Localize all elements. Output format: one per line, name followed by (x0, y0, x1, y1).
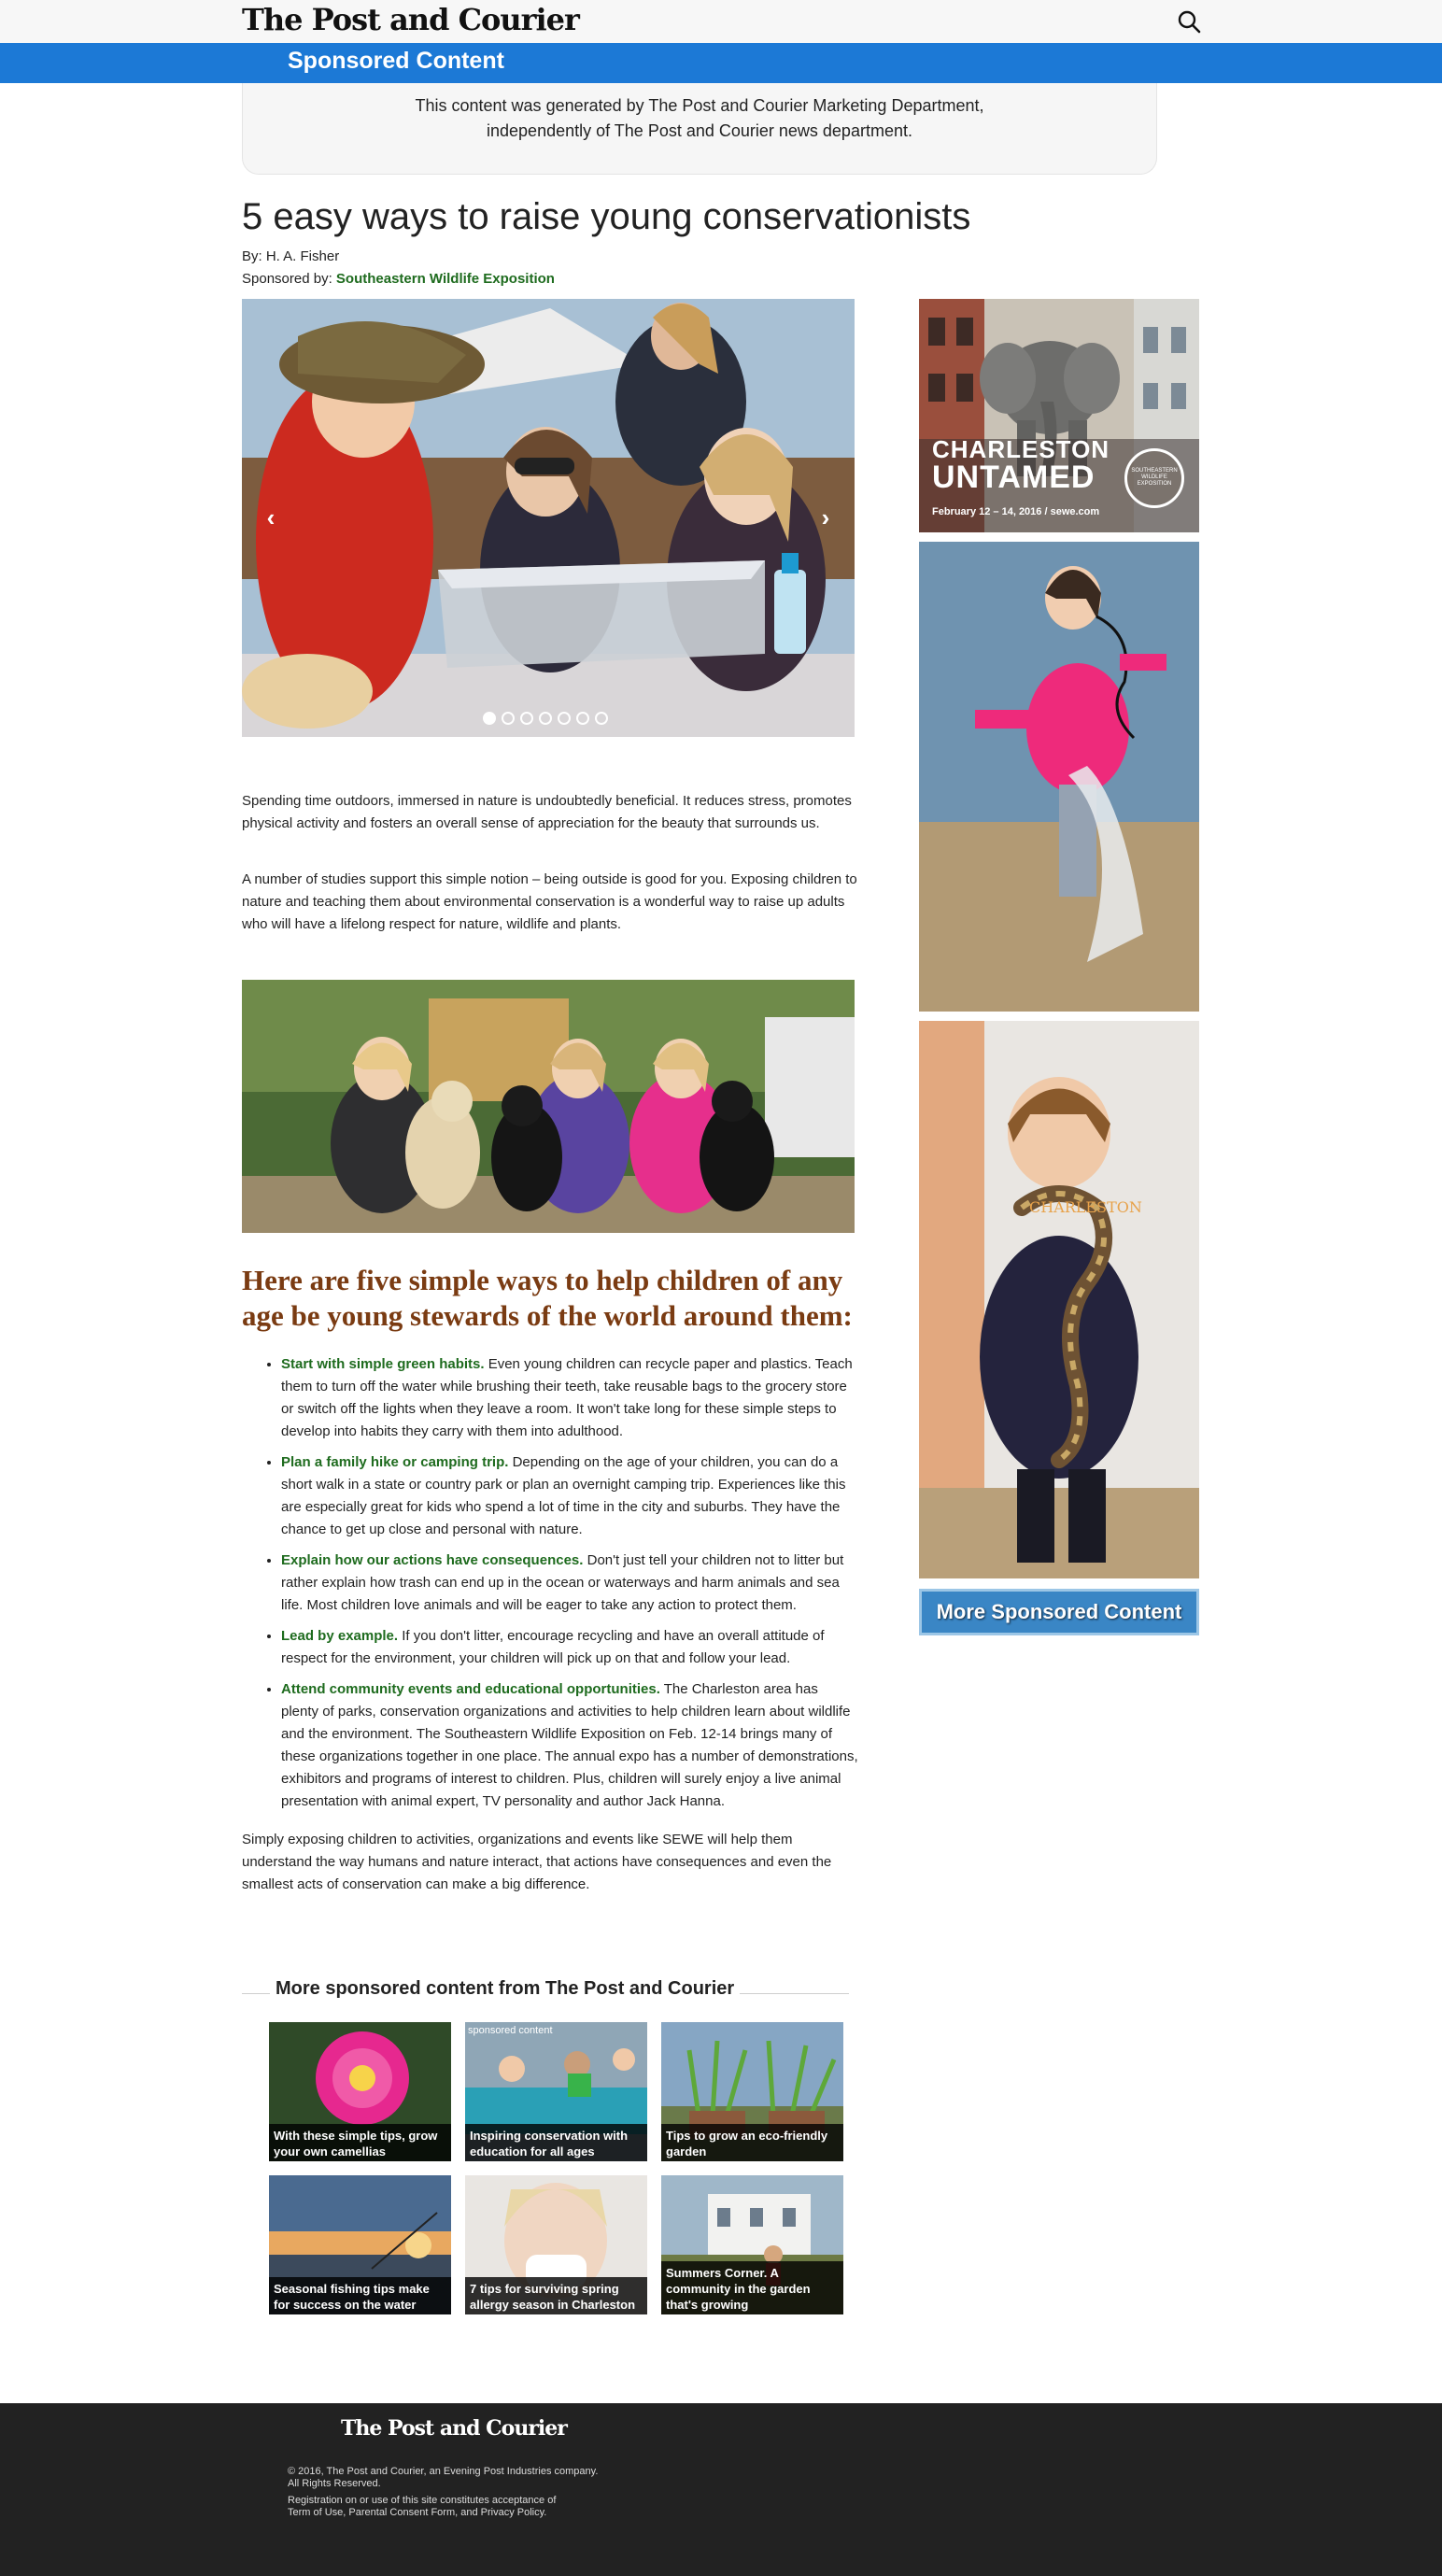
more-sponsored-heading-text: More sponsored content from The Post and Courier (270, 1978, 740, 2000)
photo-girls-with-dogs (242, 980, 855, 1233)
banner-label: Sponsored Content (288, 48, 504, 74)
card-caption: Inspiring conservation with education for all ages (465, 2124, 647, 2161)
tip-lead: Explain how our actions have consequences. (281, 1552, 584, 1568)
site-header (0, 0, 1442, 44)
footer-copyright-line-2: All Rights Reserved. (288, 2478, 381, 2489)
card-caption: 7 tips for surviving spring allergy season in Charleston (465, 2277, 647, 2314)
tip-lead: Plan a family hike or camping trip. (281, 1454, 509, 1470)
card-caption: Seasonal fishing tips make for success on the water (269, 2277, 451, 2314)
article-closing-paragraph: Simply exposing children to activities, organizations and events like SEWE will help them understand the way humans and nature interact, that actions have consequences and even the smallest acts of conservation can make a big difference. (242, 1832, 832, 1892)
related-card-fishing-tips[interactable] (269, 2175, 451, 2314)
carousel-dot[interactable] (595, 712, 608, 725)
tip-item (281, 1451, 858, 1541)
search-icon[interactable] (1177, 9, 1201, 34)
tip-text: Even young children can recycle paper and plastics. Teach them to turn off the water while brushing their teeth, take reusable bags to the grocery store or switch off the lights when they leave a room. It won't take long for these simple steps to develop into habits they carry with them into adulthood. (281, 1356, 853, 1439)
related-card-spring-allergy[interactable] (465, 2175, 647, 2314)
tip-lead: Attend community events and educational opportunities. (281, 1681, 660, 1697)
sponsored-by-label: Sponsored by: (242, 271, 336, 287)
carousel-dot[interactable] (576, 712, 589, 725)
ad-headline-untamed: UNTAMED (932, 460, 1096, 495)
tips-list (242, 1353, 858, 1821)
carousel-prev-button[interactable]: ‹ (266, 503, 276, 531)
carousel-photo-kids-crab-tank (242, 299, 855, 737)
card-caption: Tips to grow an eco-friendly garden (661, 2124, 843, 2161)
card-caption: Summers Corner. A community in the garden that's growing (661, 2261, 843, 2314)
site-logo[interactable]: The Post and Courier (242, 2, 579, 37)
tip-text: Depending on the age of your children, you can do a short walk in a state or country park or plan an overnight camping trip. Experiences like this are especially great for kids who spend a lot of time in the city and suburbs. They have the chance to get up close and personal with nature. (281, 1454, 846, 1537)
photo-boy-with-snake (919, 1021, 1199, 1578)
article-paragraph-2: A number of studies support this simple notion – being outside is good for you. Exposing children to nature and teaching them about environmental conservation is a wonderful way to raise up adults who will have a lifelong respect for nature, wildlife and plants. (242, 871, 857, 932)
related-card-summers-corner[interactable] (661, 2175, 843, 2314)
tips-subheading: Here are five simple ways to help children of any age be young stewards of the world around them: (242, 1264, 853, 1332)
more-sponsored-section-heading (242, 1978, 849, 2006)
sewe-charleston-untamed-ad[interactable] (919, 299, 1199, 532)
sewe-seal-logo (1124, 448, 1184, 508)
ad-dates: February 12 – 14, 2016 / sewe.com (932, 506, 1100, 517)
footer-legal-line-1: Registration on or use of this site constitutes acceptance of (288, 2495, 557, 2506)
carousel-dot[interactable] (502, 712, 515, 725)
tip-item (281, 1550, 858, 1617)
sponsored-content-banner (0, 43, 1442, 83)
tip-text: Don't just tell your children not to litter but rather explain how trash can end up in the ocean or waterways and harm animals and sea life. Most children love animals and will be eager to take any action to protect them. (281, 1552, 844, 1613)
tip-lead: Lead by example. (281, 1628, 399, 1644)
carousel-next-button[interactable]: › (821, 503, 830, 531)
tip-item (281, 1625, 858, 1670)
sponsor-link[interactable]: Southeastern Wildlife Exposition (335, 271, 555, 287)
photo-carousel[interactable] (242, 299, 855, 737)
footer-logo[interactable]: The Post and Courier (341, 2416, 567, 2441)
sponsored-content-tag: sponsored content (468, 2025, 553, 2036)
carousel-dot[interactable] (520, 712, 533, 725)
ad-headline-charleston: CHARLESTON (932, 435, 1110, 463)
boy-with-snake-image (919, 1021, 1199, 1578)
related-card-eco-garden[interactable] (661, 2022, 843, 2161)
carousel-dot[interactable] (539, 712, 552, 725)
card-caption: With these simple tips, grow your own camellias (269, 2124, 451, 2161)
girl-with-net-image (919, 542, 1199, 1012)
article-paragraph-1: Spending time outdoors, immersed in nature is undoubtedly beneficial. It reduces stress, promotes physical activity and fosters an overall sense of appreciation for the beauty that surrounds us. (242, 793, 852, 831)
photo-girl-with-net (919, 542, 1199, 1012)
sewe-seal-text: SOUTHEASTERN WILDLIFE EXPOSITION (1131, 468, 1178, 487)
footer-copyright-line-1: © 2016, The Post and Courier, an Evening Post Industries company. (288, 2466, 599, 2477)
footer-copyright (288, 2466, 598, 2490)
tip-item (281, 1678, 858, 1813)
disclaimer-box (242, 83, 1157, 175)
footer-legal (288, 2495, 556, 2519)
tip-lead: Start with simple green habits. (281, 1356, 485, 1372)
tip-text: If you don't litter, encourage recycling and have an overall attitude of respect for the environment, your children will pick up on that and follow your lead. (281, 1628, 825, 1666)
girls-with-dogs-image (242, 980, 855, 1233)
article-title: 5 easy ways to raise young conservationists (242, 196, 971, 237)
carousel-dot[interactable] (483, 712, 496, 725)
footer-legal-links[interactable]: Term of Use, Parental Consent Form, and Privacy Policy. (288, 2507, 547, 2518)
site-footer (0, 2403, 1442, 2576)
article-byline: By: H. A. Fisher (242, 248, 340, 264)
sponsored-by (242, 271, 555, 287)
related-card-conservation-education[interactable] (465, 2022, 647, 2161)
tip-text: The Charleston area has plenty of parks, conservation organizations and activities to help children learn about wildlife and the environment. The Southeastern Wildlife Exposition on Feb. 12-14 brings many of these organizations together in one place. The annual expo has a number of demonstrations, exhibitors and programs of interest to children. Plus, children will surely enjoy a live animal presentation with animal expert, TV personality and author Jack Hanna. (281, 1681, 858, 1809)
disclaimer-line-2: independently of The Post and Courier news department. (487, 121, 912, 140)
carousel-dot[interactable] (558, 712, 571, 725)
related-card-camellias[interactable] (269, 2022, 451, 2161)
tip-item (281, 1353, 858, 1443)
disclaimer-line-1: This content was generated by The Post and Courier Marketing Department, (415, 96, 984, 115)
more-sponsored-content-button[interactable]: More Sponsored Content (919, 1589, 1199, 1635)
boy-shirt-text: CHARLESTON (1029, 1198, 1142, 1216)
carousel-dots (483, 712, 608, 729)
